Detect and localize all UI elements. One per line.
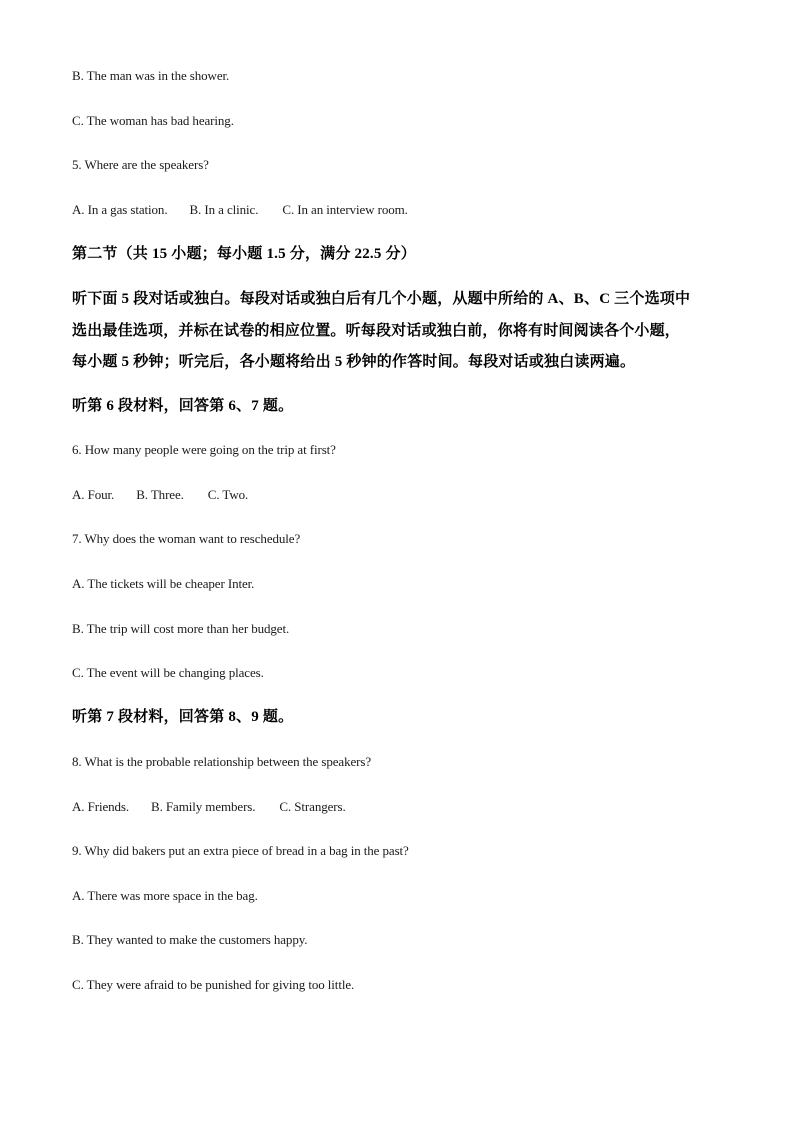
q4-option-b: B. The man was in the shower. <box>72 68 230 83</box>
q6-option-b: B. Three. <box>136 487 184 502</box>
instructions-line-3: 每小题 5 秒钟；听完后，各小题将给出 5 秒钟的作答时间。每段对话或独白读两遍。 <box>72 354 636 370</box>
q7-option-a: A. The tickets will be cheaper Inter. <box>72 576 255 591</box>
q8-option-c: C. Strangers. <box>279 799 346 814</box>
q5-option-c: C. In an interview room. <box>282 202 408 217</box>
q9-option-b: B. They wanted to make the customers happy. <box>72 932 308 947</box>
material-6-heading: 听第 6 段材料，回答第 6、7 题。 <box>72 398 294 414</box>
section-2-title: 第二节（共 15 小题；每小题 1.5 分，满分 22.5 分） <box>72 246 416 262</box>
q5-option-a: A. In a gas station. <box>72 202 168 217</box>
q7-option-c: C. The event will be changing places. <box>72 665 264 680</box>
q8-option-a: A. Friends. <box>72 799 130 814</box>
q4-option-c: C. The woman has bad hearing. <box>72 113 234 128</box>
q6-options <box>72 487 248 503</box>
q6-option-c: C. Two. <box>207 487 249 502</box>
question-9: 9. Why did bakers put an extra piece of bread in a bag in the past? <box>72 843 409 858</box>
q9-option-c: C. They were afraid to be punished for giving too little. <box>72 977 355 992</box>
q6-option-a: A. Four. <box>72 487 115 502</box>
q7-option-b: B. The trip will cost more than her budget. <box>72 621 290 636</box>
question-5: 5. Where are the speakers? <box>72 157 209 172</box>
question-7: 7. Why does the woman want to reschedule? <box>72 531 301 546</box>
instructions-line-1: 听下面 5 段对话或独白。每段对话或独白后有几个小题，从题中所给的 A、B、C 三个选项中 <box>72 291 691 307</box>
instructions-line-2: 选出最佳选项，并标在试卷的相应位置。听每段对话或独白前，你将有时间阅读各个小题， <box>72 323 681 339</box>
q5-options <box>72 202 408 218</box>
material-7-heading: 听第 7 段材料，回答第 8、9 题。 <box>72 709 294 725</box>
q9-option-a: A. There was more space in the bag. <box>72 888 258 903</box>
question-8: 8. What is the probable relationship between the speakers? <box>72 754 371 769</box>
question-6: 6. How many people were going on the trip at first? <box>72 442 336 457</box>
q5-option-b: B. In a clinic. <box>189 202 259 217</box>
q8-options <box>72 799 346 815</box>
q8-option-b: B. Family members. <box>151 799 256 814</box>
